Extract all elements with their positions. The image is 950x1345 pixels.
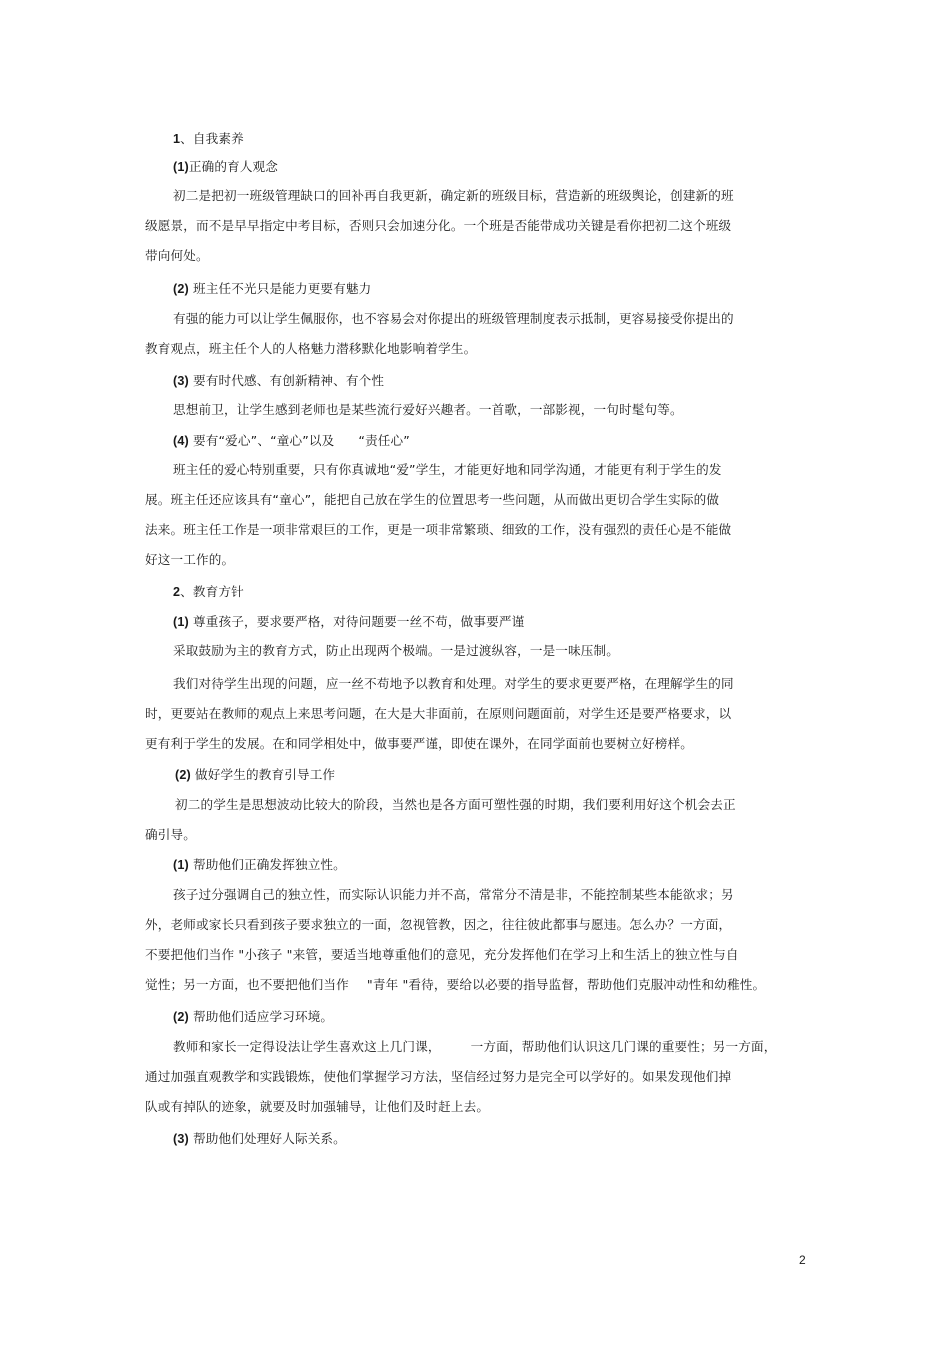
paragraph-line: 外，老师或家长只看到孩子要求独立的一面，忽视管教，因之，往往彼此都事与愿违。怎么办？一方面， (145, 917, 732, 932)
paragraph-line: 好这一工作的。 (145, 552, 235, 567)
paragraph-line: 带向何处。 (145, 248, 209, 263)
paragraph-line: 确引导。 (145, 827, 196, 842)
paragraph-line: 更有利于学生的发展。在和同学相处中，做事要严谨，即使在课外，在同学面前也要树立好榜样。 (145, 736, 693, 751)
paragraph-line: 时，更要站在教师的观点上来思考问题，在大是大非面前，在原则问题面前，对学生还是要严格要求，以 (145, 706, 732, 721)
paragraph-line: 级愿景，而不是早早指定中考目标，否则只会加速分化。一个班是否能带成功关键是看你把初二这个班级 (145, 218, 732, 233)
subheading: (3) 要有时代感、有创新精神、有个性 (173, 373, 385, 388)
paragraph-line: 初二是把初一班级管理缺口的回补再自我更新，确定新的班级目标，营造新的班级舆论，创建新的班 (173, 188, 734, 203)
paragraph-line: 通过加强直观教学和实践锻炼，使他们掌握学习方法，坚信经过努力是完全可以学好的。如果发现他们掉 (145, 1069, 732, 1084)
paragraph-line: 法来。班主任工作是一项非常艰巨的工作，更是一项非常繁琐、细致的工作，没有强烈的责任心是不能做 (145, 522, 732, 537)
paragraph-line: 不要把他们当作 "小孩子 "来管，要适当地尊重他们的意见，充分发挥他们在学习上和生活上的独立性与自 (145, 947, 739, 962)
subheading: (2) 做好学生的教育引导工作 (175, 767, 336, 782)
paragraph-line: 班主任的爱心特别重要，只有你真诚地“爱”学生，才能更好地和同学沟通，才能更有利于学生的发 (173, 462, 722, 477)
subheading: (4) 要有“爱心”、“童心”以及 “责任心” (173, 433, 410, 448)
paragraph-line: 采取鼓励为主的教育方式，防止出现两个极端。一是过渡纵容，一是一味压制。 (173, 643, 620, 658)
subheading: (1)正确的育人观念 (173, 159, 279, 174)
paragraph-line: 觉性；另一方面，也不要把他们当作 "青年 "看待，要给以必要的指导监督，帮助他们克服冲动性和幼稚性。 (145, 977, 766, 992)
paragraph-line: 有强的能力可以让学生佩服你，也不容易会对你提出的班级管理制度表示抵制，更容易接受你提出的 (173, 311, 734, 326)
paragraph-line: 展。班主任还应该具有“童心”，能把自己放在学生的位置思考一些问题，从而做出更切合学生实际的做 (145, 492, 720, 507)
paragraph-line: 队或有掉队的迹象，就要及时加强辅导，让他们及时赶上去。 (145, 1099, 490, 1114)
paragraph-line: 初二的学生是思想波动比较大的阶段，当然也是各方面可塑性强的时期，我们要利用好这个机会去正 (175, 797, 736, 812)
paragraph-line: 教师和家长一定得设法让学生喜欢这上几门课， 一方面，帮助他们认识这几门课的重要性；另一方面， (173, 1039, 777, 1054)
heading-2: 2、教育方针 (173, 584, 244, 599)
subheading: (3) 帮助他们处理好人际关系。 (173, 1131, 346, 1146)
heading-1: 1、自我素养 (173, 131, 244, 146)
subheading: (1) 尊重孩子，要求要严格，对待问题要一丝不苟，做事要严谨 (173, 614, 525, 629)
page-number: 2 (799, 1253, 806, 1267)
subheading: (2) 班主任不光只是能力更要有魅力 (173, 281, 372, 296)
subheading: (2) 帮助他们适应学习环境。 (173, 1009, 334, 1024)
paragraph-line: 思想前卫，让学生感到老师也是某些流行爱好兴趣者。一首歌，一部影视，一句时髦句等。 (173, 402, 683, 417)
paragraph-line: 教育观点，班主任个人的人格魅力潜移默化地影响着学生。 (145, 341, 477, 356)
paragraph-line: 孩子过分强调自己的独立性，而实际认识能力并不高，常常分不清是非，不能控制某些本能欲求；另 (173, 887, 734, 902)
subheading: (1) 帮助他们正确发挥独立性。 (173, 857, 346, 872)
paragraph-line: 我们对待学生出现的问题，应一丝不苟地予以教育和处理。对学生的要求更要严格，在理解学生的同 (173, 676, 734, 691)
